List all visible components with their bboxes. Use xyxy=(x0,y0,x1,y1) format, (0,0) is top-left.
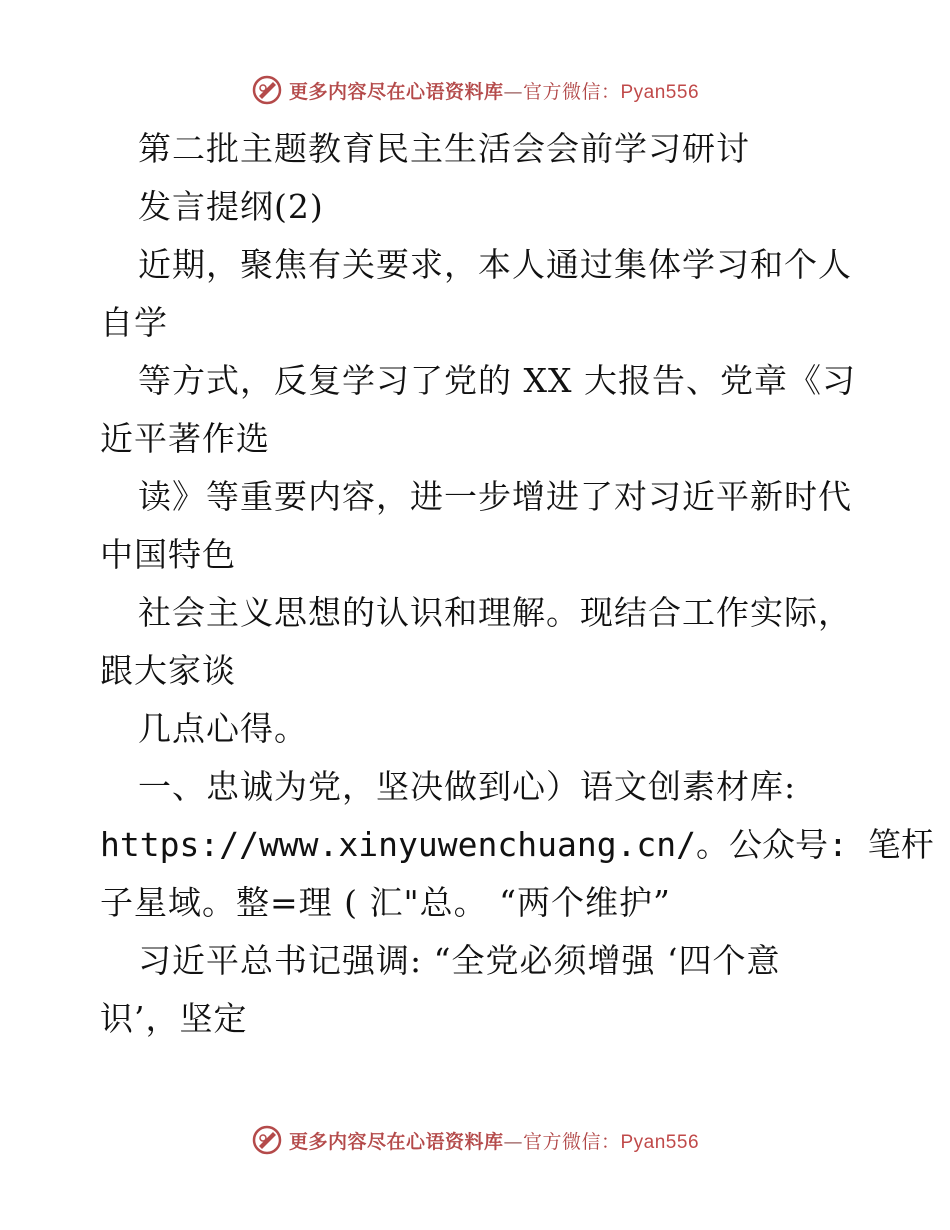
document-title-line-2: 发言提纲(2) xyxy=(138,187,324,226)
section-heading-line: 一、忠诚为党，坚决做到心）语文创素材库: xyxy=(138,767,797,806)
paragraph-line: 读》等重要内容，进一步增进了对习近平新时代 xyxy=(138,477,852,516)
paragraph-line: 跟大家谈 xyxy=(100,651,236,690)
paragraph-line: 识’，坚定 xyxy=(100,999,248,1038)
paragraph-line: 等方式，反复学习了党的 XX 大报告、党章《习 xyxy=(138,361,856,400)
watermark-wechat-id: Pyan556 xyxy=(620,81,700,103)
paragraph-line: 近平著作选 xyxy=(100,419,270,458)
paragraph-line: 习近平总书记强调: “全党必须增强 ‘四个意 xyxy=(138,941,781,980)
watermark-title: 更多内容尽在心语资料库 xyxy=(288,1130,504,1153)
logo-icon xyxy=(251,1124,283,1156)
watermark-text xyxy=(289,77,699,104)
watermark-wechat-label: 官方微信： xyxy=(522,80,621,103)
document-title-line-1: 第二批主题教育民主生活会会前学习研讨 xyxy=(138,129,750,168)
footer-watermark xyxy=(0,1120,950,1160)
paragraph-line: 子星域。整=理 ( 汇"总。 “两个维护” xyxy=(100,883,671,922)
watermark-wechat-label: 官方微信： xyxy=(522,1130,621,1153)
paragraph-line: 自学 xyxy=(100,303,168,342)
url-line: https://www.xinyuwenchuang.cn/。公众号: 笔杆 xyxy=(100,825,934,864)
watermark-wechat-id: Pyan556 xyxy=(620,1131,700,1153)
watermark-separator: — xyxy=(503,1130,523,1153)
header-watermark xyxy=(0,70,950,110)
paragraph-line: 近期，聚焦有关要求，本人通过集体学习和个人 xyxy=(138,245,852,284)
paragraph-line: 中国特色 xyxy=(100,535,236,574)
logo-icon xyxy=(251,74,283,106)
paragraph-line: 社会主义思想的认识和理解。现结合工作实际， xyxy=(138,593,852,632)
document-body xyxy=(100,120,934,1048)
paragraph-line: 几点心得。 xyxy=(138,709,308,748)
watermark-text xyxy=(289,1127,699,1154)
watermark-title: 更多内容尽在心语资料库 xyxy=(288,80,504,103)
watermark-separator: — xyxy=(503,80,523,103)
